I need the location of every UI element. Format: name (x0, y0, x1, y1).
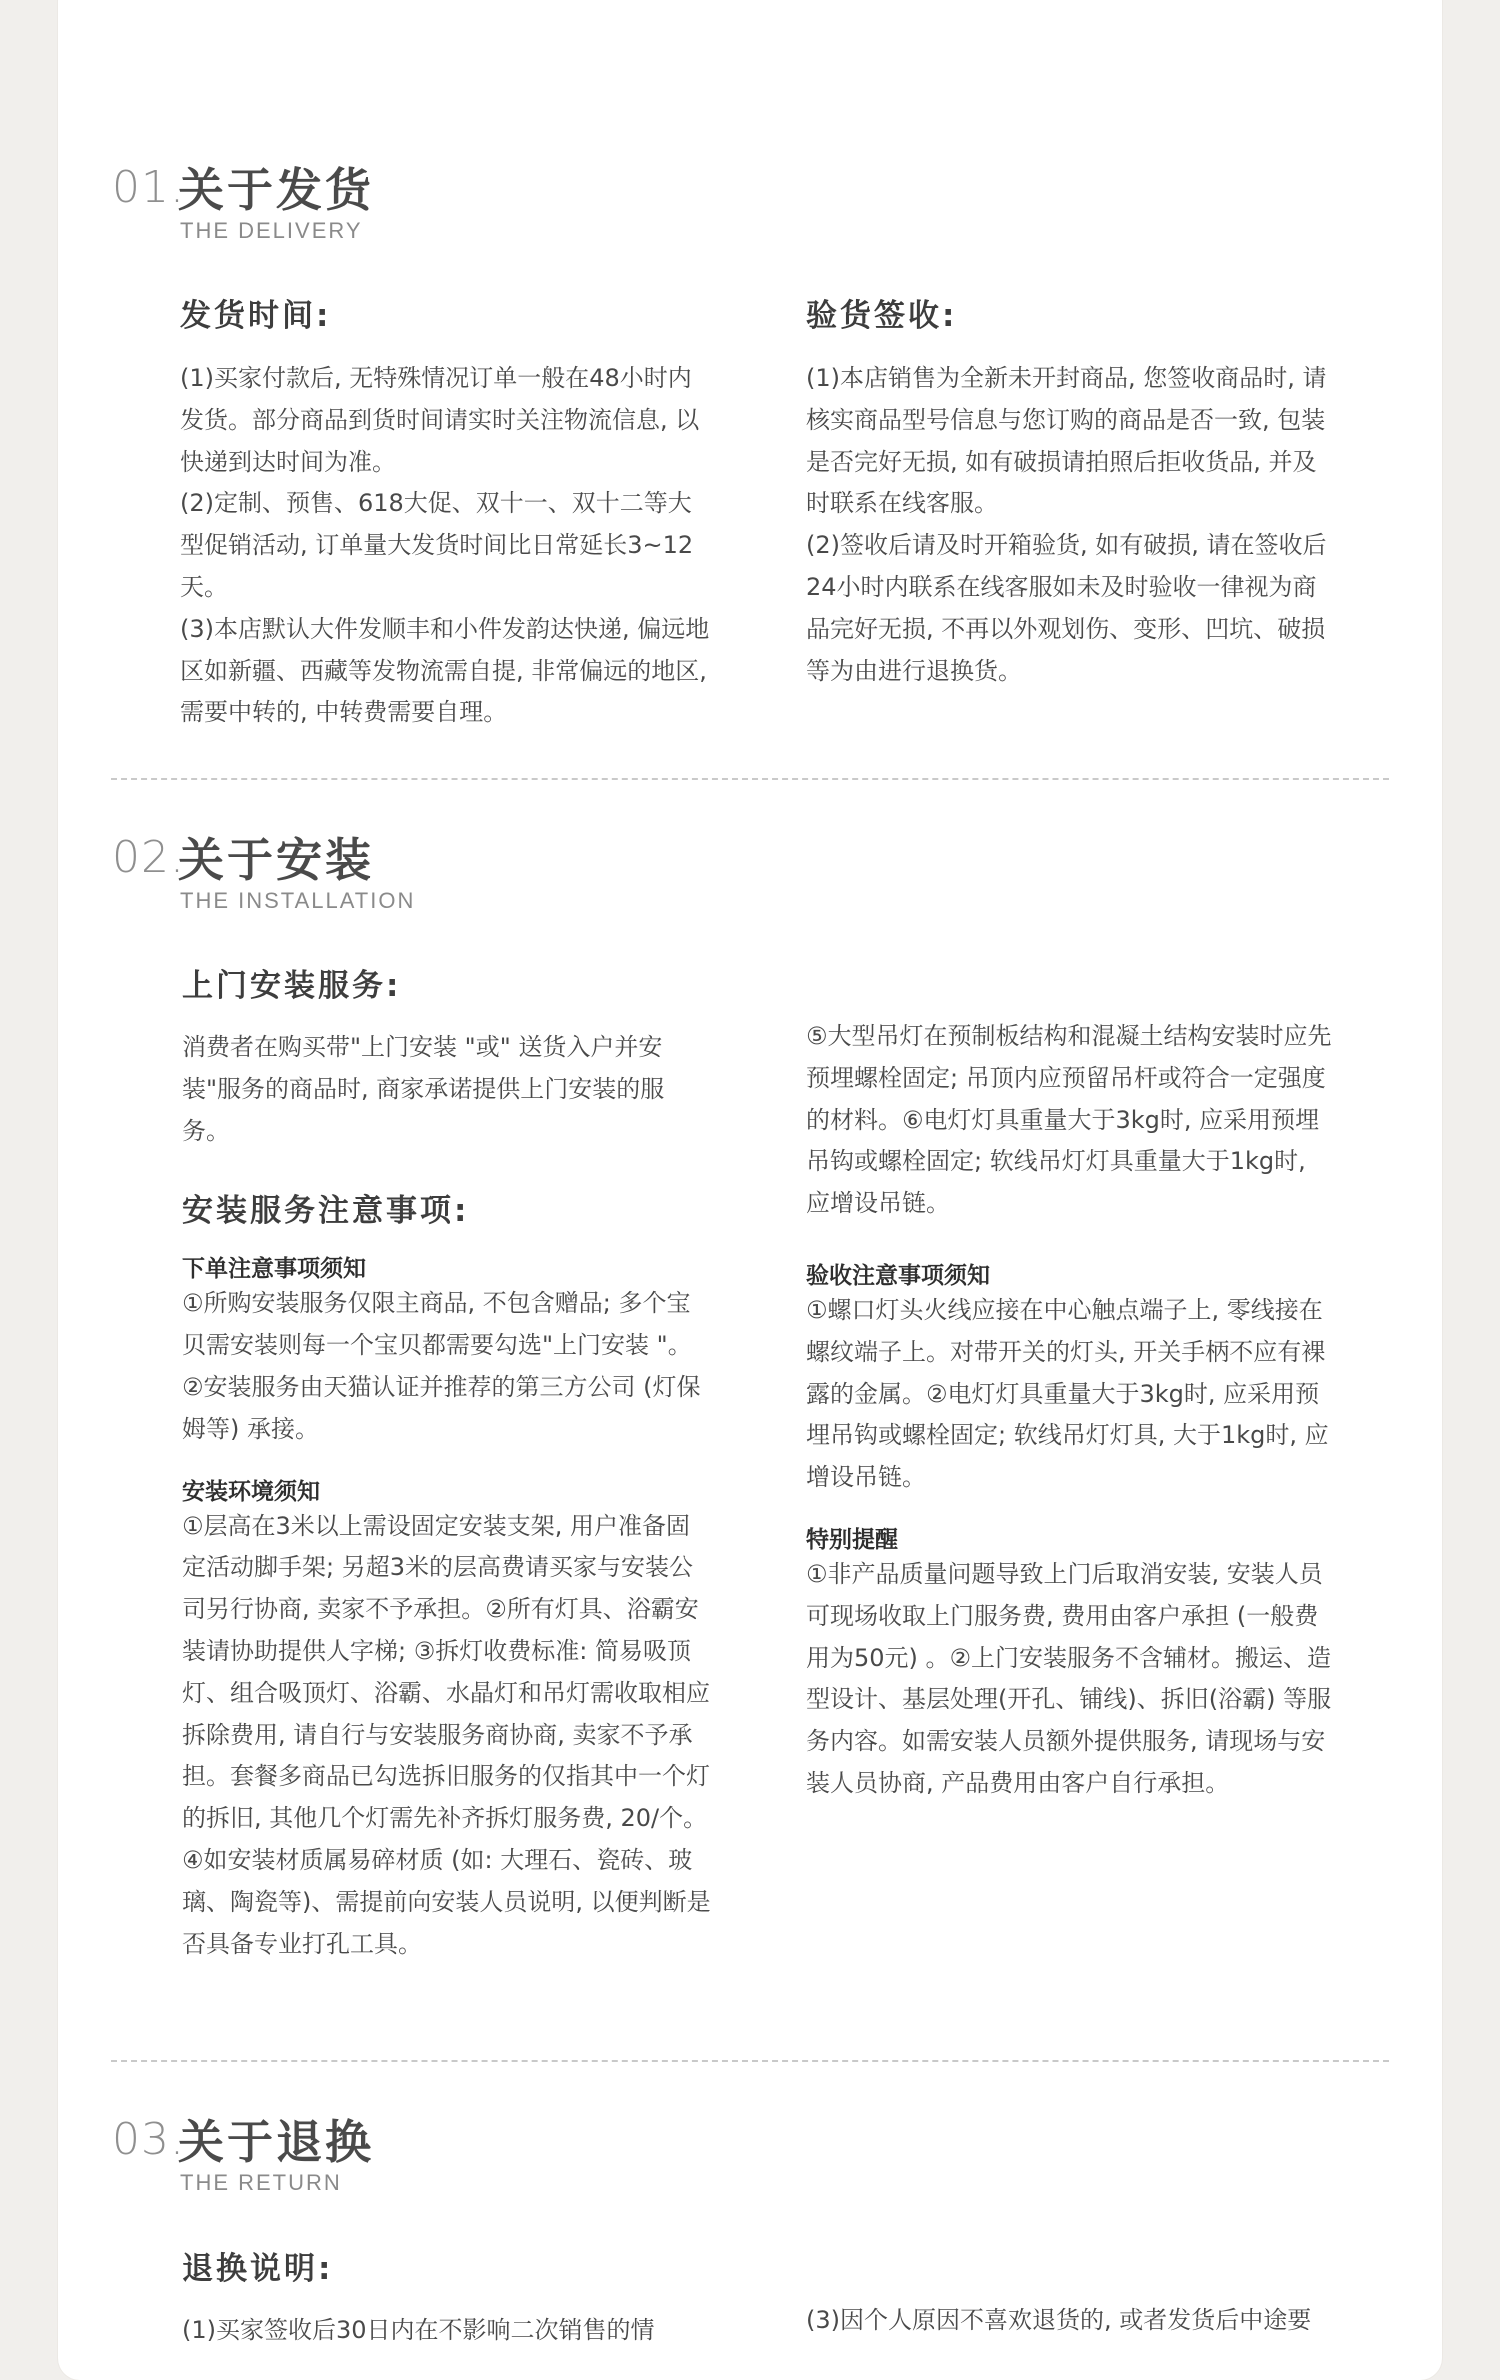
delivery-time-para: (3)本店默认大件发顺丰和小件发韵达快递, 偏远地区如新疆、西藏等发物流需自提, 非常偏远的地区, 需要中转的, 中转费需要自理。 (180, 614, 710, 727)
inspection-column (806, 290, 1336, 692)
section-subtitle: THE RETURN (180, 2170, 342, 2195)
acceptance-notes-text: ①螺口灯头火线应接在中心触点端子上, 零线接在螺纹端子上。对带开关的灯头, 开关手柄不应有裸露的金属。②电灯灯具重量大于3kg时, 应采用预埋吊钩或螺栓固定; 软线吊灯灯具, 大于1kg时, 应增设吊链。 (806, 1295, 1329, 1492)
section-subtitle: THE DELIVERY (180, 218, 363, 243)
section-number: 03. (112, 2114, 185, 2165)
special-reminder-text: ①非产品质量问题导致上门后取消安装, 安装人员可现场收取上门服务费, 费用由客户承担 (一般费用为50元) 。②上门安装服务不含辅材。搬运、造型设计、基层处理(开孔、铺线)、拆旧(浴霸) 等服务内容。如需安装人员额外提供服务, 请现场与安装人员协商, 产品费用由客户自行承担。 (806, 1559, 1332, 1797)
section-subtitle: THE INSTALLATION (180, 888, 416, 913)
delivery-time-heading: 发货时间: (180, 298, 332, 334)
return-left-column (182, 2243, 712, 2352)
return-text: (1)买家签收后30日内在不影响二次销售的情 (182, 2316, 655, 2344)
install-notes-heading: 安装服务注意事项: (182, 1193, 470, 1230)
section-title: 关于退换 (178, 2115, 374, 2169)
return-heading: 退换说明: (182, 2251, 334, 2287)
environment-notes-text: ①层高在3米以上需设固定安装支架, 用户准备固定活动脚手架; 另超3米的层高费请买家与安装公司另行协商, 卖家不予承担。②所有灯具、浴霸安装请协助提供人字梯; ③拆灯收费标准: 简易吸顶灯、组合吸顶灯、浴霸、水晶灯和吊灯需收取相应拆除费用, 请自行与安装服务商协商, 卖家不予承担。套餐多商品已勾选拆旧服务的仅指其中一个灯的拆旧, 其他几个灯需先补齐拆灯服务费, 20/个。④如安装材质属易碎材质 (如: 大理石、瓷砖、玻璃、陶瓷等)、需提前向安装人员说明, 以便判断是否具备专业打孔工具。 (182, 1511, 711, 1958)
order-notes-text: ①所购安装服务仅限主商品, 不包含赠品; 多个宝贝需安装则每一个宝贝都需要勾选"上门安装 "。②安装服务由天猫认证并推荐的第三方公司 (灯保姆等) 承接。 (182, 1289, 701, 1443)
install-lamp-notes: ⑤大型吊灯在预制板结构和混凝土结构安装时应先预埋螺栓固定; 吊顶内应预留吊杆或符合一定强度的材料。⑥电灯灯具重量大于3kg时, 应采用预埋吊钩或螺栓固定; 软线吊灯灯具重量大于1kg时, 应增设吊链。 (806, 1022, 1332, 1218)
return-text: (3)因个人原因不喜欢退货的, 或者发货后中途要 (806, 2306, 1312, 2334)
section-title: 关于安装 (178, 833, 374, 887)
install-service-heading: 上门安装服务: (182, 968, 402, 1004)
installation-left-column (182, 960, 712, 1965)
section-number: 01. (112, 162, 185, 213)
delivery-time-para: (1)买家付款后, 无特殊情况订单一般在48小时内发货。部分商品到货时间请实时关注物流信息, 以快递到达时间为准。 (180, 364, 700, 476)
acceptance-notes-title: 验收注意事项须知 (806, 1262, 990, 1289)
order-notes-title: 下单注意事项须知 (182, 1256, 366, 1283)
delivery-time-para: (2)定制、预售、618大促、双十一、双十二等大型促销活动, 订单量大发货时间比日常延长3~12天。 (180, 489, 694, 601)
special-reminder-title: 特别提醒 (806, 1526, 898, 1553)
section-number: 02. (112, 832, 185, 883)
installation-right-column (806, 1016, 1336, 1805)
return-right-column (806, 2300, 1336, 2342)
inspection-heading: 验货签收: (806, 298, 958, 334)
section-divider (111, 778, 1389, 780)
section-title: 关于发货 (178, 163, 374, 217)
inspection-para: (1)本店销售为全新未开封商品, 您签收商品时, 请核实商品型号信息与您订购的商品是否一致, 包装是否完好无损, 如有破损请拍照后拒收货品, 并及时联系在线客服。 (806, 364, 1327, 518)
section-divider (111, 2060, 1389, 2062)
inspection-para: (2)签收后请及时开箱验货, 如有破损, 请在签收后24小时内联系在线客服如未及时验收一律视为商品完好无损, 不再以外观划伤、变形、凹坑、破损等为由进行退换货。 (806, 531, 1327, 685)
install-service-intro: 消费者在购买带"上门安装 "或" 送货入户并安装"服务的商品时, 商家承诺提供上门安装的服务。 (182, 1033, 665, 1145)
environment-notes-title: 安装环境须知 (182, 1478, 320, 1505)
delivery-time-column (180, 290, 710, 734)
